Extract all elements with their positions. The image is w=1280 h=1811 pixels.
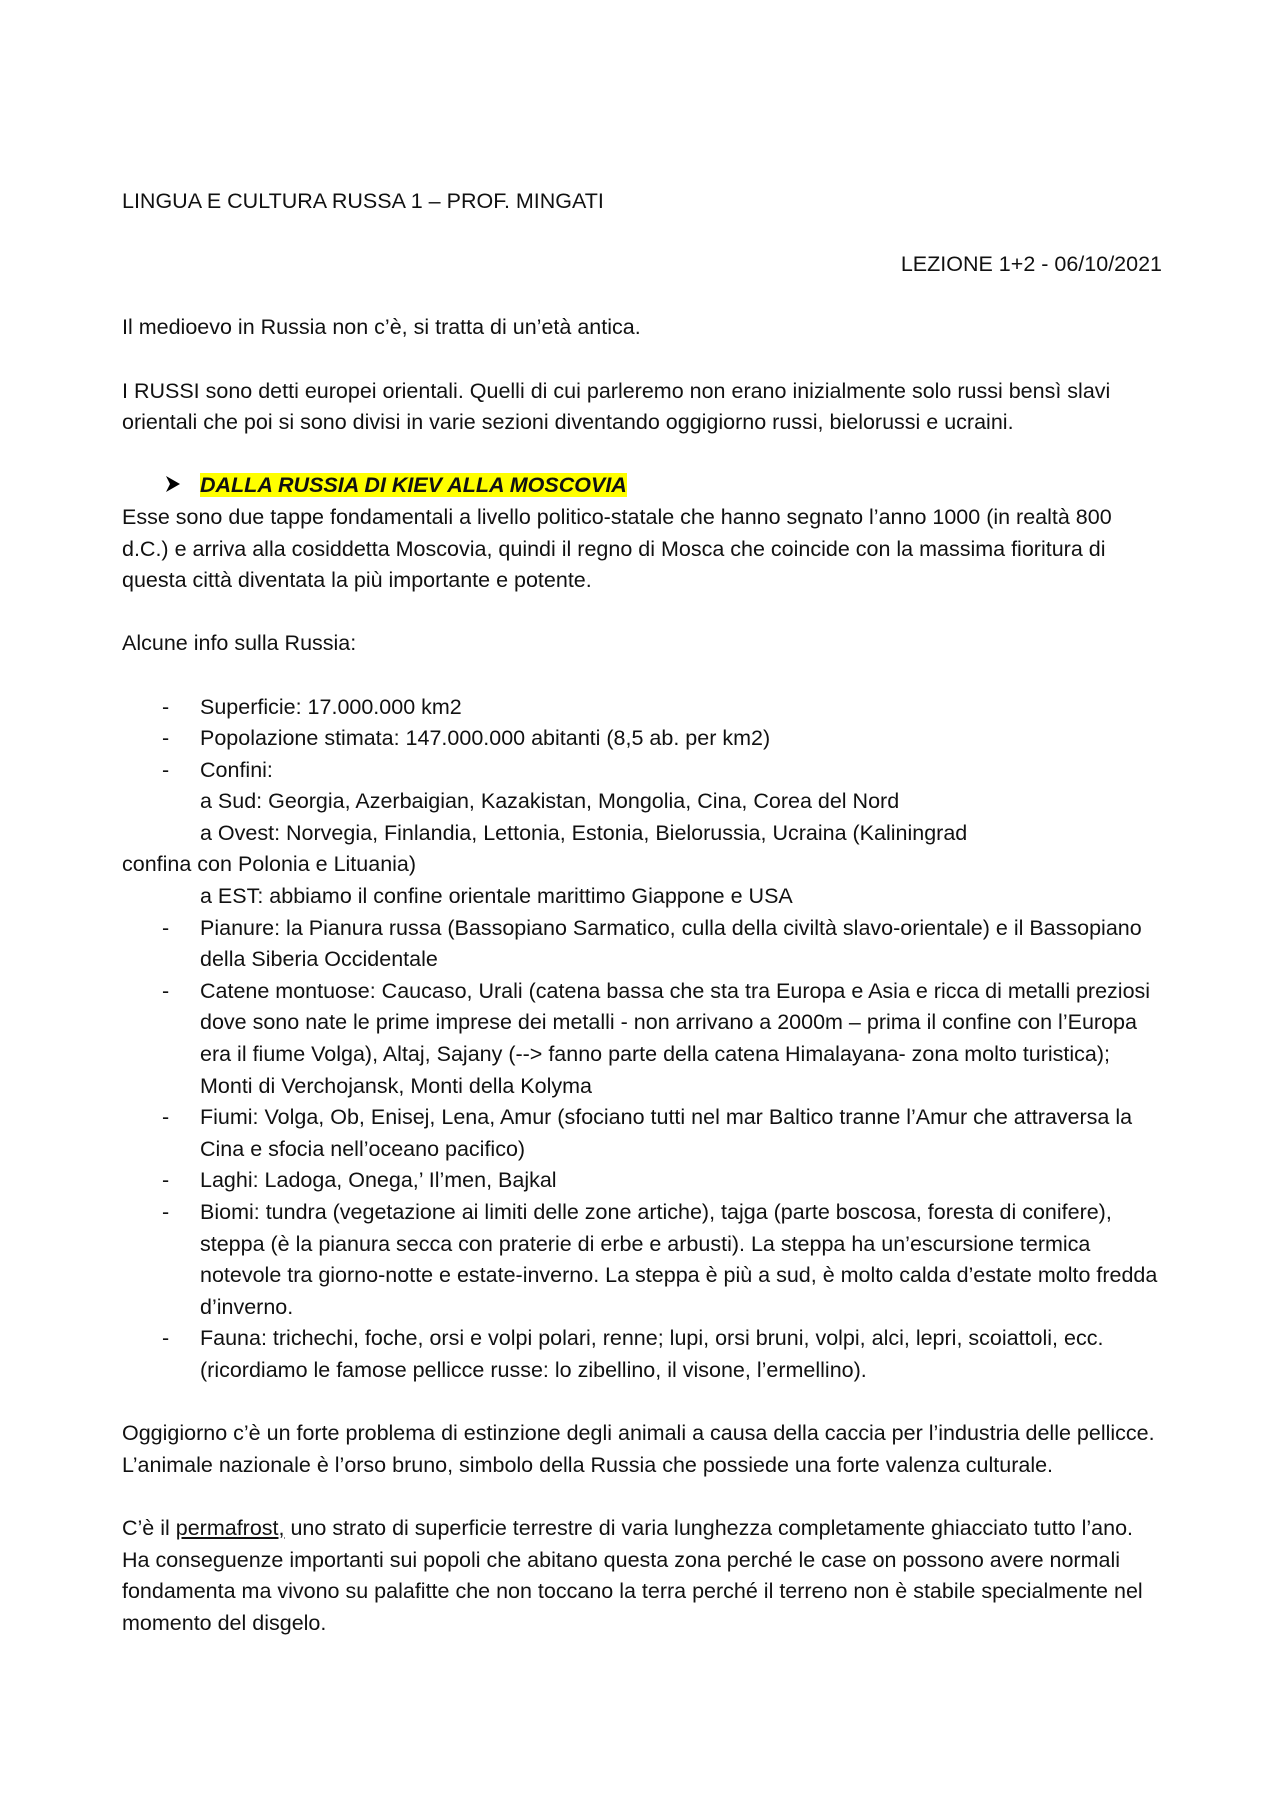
confini-ovest-line-2: confina con Polonia e Lituania) (122, 852, 417, 877)
dash-bullet: - (162, 915, 170, 940)
lesson-date: LEZIONE 1+2 - 06/10/2021 (900, 252, 1162, 277)
list-item-confini: - Confini: (122, 755, 1162, 787)
info-list (122, 692, 1162, 787)
section-title: DALLA RUSSIA DI KIEV ALLA MOSCOVIA (200, 473, 627, 498)
info-list-continued (122, 913, 1162, 1387)
info-intro: Alcune info sulla Russia: (122, 631, 357, 656)
arrow-bullet-icon (164, 470, 182, 502)
closing-paragraph-2: C’è il permafrost, uno strato di superficie terrestre di varia lunghezza completamente ghiacciato tutto l’ano. Ha conseguenze importanti sui popoli che abitano questa zona perché le case on possono avere normali fondamenta ma vivono su palafitte che non toccano la terra perché il terreno non è stabile specialmente nel momento del disgelo. (122, 1515, 1143, 1635)
section-heading (122, 470, 1162, 502)
list-item-biomi: - Biomi: tundra (vegetazione ai limiti delle zone artiche), tajga (parte boscosa, foresta di conifere), steppa (è la pianura secca con praterie di erbe e arbusti). La steppa ha un’escursione termica notevole tra giorno-notte e estate-inverno. La steppa è più a sud, è molto calda d’estate molto fredda d’inverno. (122, 1197, 1162, 1323)
list-item-laghi: - Laghi: Ladoga, Onega,’ Il’men, Bajkal (122, 1165, 1162, 1197)
list-item-fiumi: - Fiumi: Volga, Ob, Enisej, Lena, Amur (sfociano tutti nel mar Baltico tranne l’Amur che attraversa la Cina e sfocia nell’oceano pacifico) (122, 1102, 1162, 1165)
list-item-superficie: - Superficie: 17.000.000 km2 (122, 692, 1162, 724)
dash-bullet: - (162, 694, 170, 719)
dash-bullet: - (162, 1200, 170, 1224)
section-text: Esse sono due tappe fondamentali a livello politico-statale che hanno segnato l’anno 1000 (in realtà 800 d.C.) e arriva alla cosiddetta Moscovia, quindi il regno di Mosca che coincide con la massima fioritura di questa città diventata la più importante e potente. (122, 504, 1112, 593)
dash-bullet: - (162, 1105, 170, 1130)
list-item-pianure: - Pianure: la Pianura russa (Bassopiano Sarmatico, culla della civiltà slavo-orientale) e il Bassopiano della Siberia Occidentale (122, 913, 1162, 976)
dash-bullet: - (162, 978, 170, 1003)
dash-bullet: - (162, 1326, 170, 1351)
dash-bullet: - (162, 726, 170, 751)
confini-sud: a Sud: Georgia, Azerbaigian, Kazakistan, Mongolia, Cina, Corea del Nord (200, 789, 900, 814)
intro-paragraph-2: I RUSSI sono detti europei orientali. Quelli di cui parleremo non erano inizialmente solo russi bensì slavi orientali che poi si sono divisi in varie sezioni diventando oggigiorno russi, bielorussi e ucraini. (122, 378, 1111, 435)
dash-bullet: - (162, 757, 170, 782)
list-item-popolazione: - Popolazione stimata: 147.000.000 abitanti (8,5 ab. per km2) (122, 723, 1162, 755)
permafrost-term: permafrost, (175, 1515, 285, 1540)
list-item-fauna: - Fauna: trichechi, foche, orsi e volpi polari, renne; lupi, orsi bruni, volpi, alci, lepri, scoiattoli, ecc. (ricordiamo le famose pellicce russe: lo zibellino, il visone, l’ermellino). (122, 1323, 1162, 1386)
dash-bullet: - (162, 1168, 170, 1193)
list-item-catene: - Catene montuose: Caucaso, Urali (catena bassa che sta tra Europa e Asia e ricca di metalli preziosi dove sono nate le prime imprese dei metalli - non arrivano a 2000m – prima il confine con l’Europa era il fiume Volga), Altaj, Sajany (--> fanno parte della catena Himalayana- zona molto turistica); Monti di Verchojansk, Monti della Kolyma (122, 976, 1162, 1102)
confini-ovest-line-1: a Ovest: Norvegia, Finlandia, Lettonia, Estonia, Bielorussia, Ucraina (Kaliningrad (200, 820, 968, 845)
course-title: LINGUA E CULTURA RUSSA 1 – PROF. MINGATI (122, 189, 604, 213)
document-body (122, 186, 1162, 1639)
confini-est: a EST: abbiamo il confine orientale marittimo Giappone e USA (200, 884, 793, 909)
intro-paragraph-1: Il medioevo in Russia non c’è, si tratta di un’età antica. (122, 315, 641, 340)
closing-paragraph-1: Oggigiorno c’è un forte problema di estinzione degli animali a causa della caccia per l’industria delle pellicce. L’animale nazionale è l’orso bruno, simbolo della Russia che possiede una forte valenza culturale. (122, 1421, 1155, 1477)
